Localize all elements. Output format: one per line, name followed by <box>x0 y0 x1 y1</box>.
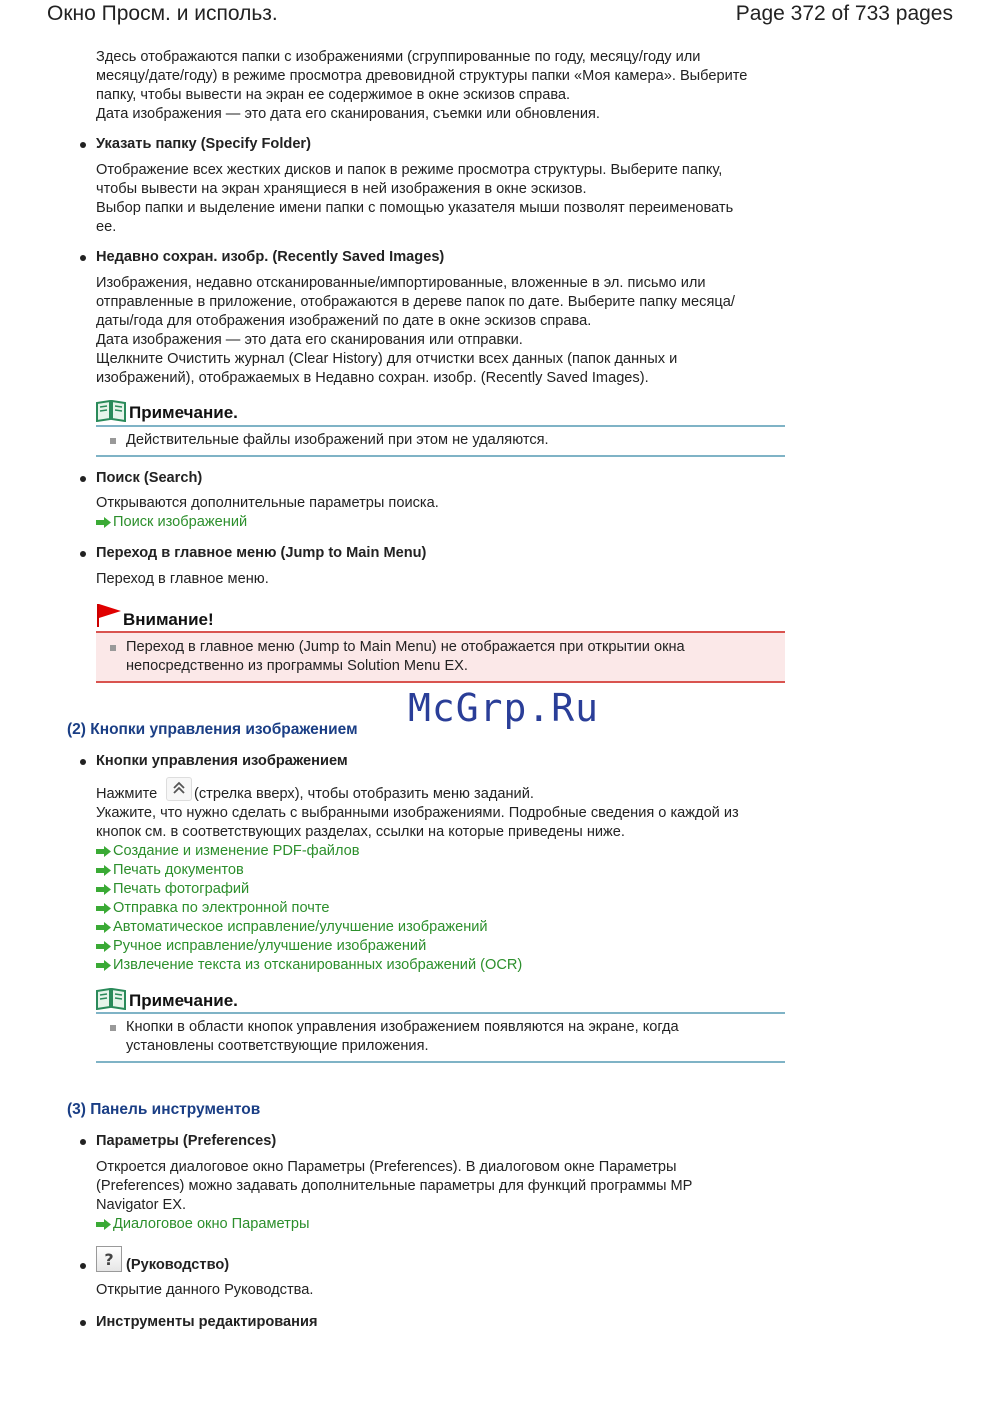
bullet-dot <box>80 1320 86 1326</box>
intro-line: месяцу/дате/году) в режиме просмотра древовидной структуры папки «Моя камера». Выберите <box>96 68 748 84</box>
square-bullet <box>110 645 116 651</box>
warning-text <box>126 638 685 676</box>
specify-folder-paragraph <box>96 161 733 237</box>
paragraph-line: даты/года для отображения изображений по дате в окне эскизов справа. <box>96 313 592 329</box>
press-text-before: Нажмите <box>96 786 158 802</box>
watermark: McGrp.Ru <box>408 686 600 730</box>
arrow-right-icon <box>96 865 111 876</box>
arrow-right-icon <box>96 960 111 971</box>
recent-images-title: Недавно сохран. изобр. (Recently Saved Images) <box>96 249 445 265</box>
ocr-link[interactable]: Извлечение текста из отсканированных изображений (OCR) <box>113 957 523 973</box>
help-button <box>96 1246 122 1272</box>
manual-correct-link[interactable]: Ручное исправление/улучшение изображений <box>113 938 427 954</box>
paragraph-line: чтобы вывести на экран хранящиеся в ней изображения в окне эскизов. <box>96 181 587 197</box>
intro-line: Дата изображения — это дата его сканирования, съемки или обновления. <box>96 106 600 122</box>
paragraph-line: Изображения, недавно отсканированные/импортированные, вложенные в эл. письмо или <box>96 275 706 291</box>
warning-title: Внимание! <box>123 610 214 629</box>
note-divider <box>96 455 785 457</box>
question-mark-icon <box>97 1247 121 1271</box>
note-title: Примечание. <box>129 403 238 422</box>
paragraph-line: изображений), отображаемых в Недавно сохран. изобр. (Recently Saved Images). <box>96 370 649 386</box>
email-link[interactable]: Отправка по электронной почте <box>113 900 330 916</box>
note-text <box>126 1018 679 1056</box>
paragraph-line: Отображение всех жестких дисков и папок в режиме просмотра структуры. Выберите папку, <box>96 162 723 178</box>
warning-line: Переход в главное меню (Jump to Main Menu) не отображается при открытии окна <box>126 639 685 655</box>
square-bullet <box>110 438 116 444</box>
search-text: Открываются дополнительные параметры поиска. <box>96 495 439 511</box>
bullet-dot <box>80 551 86 557</box>
book-icon <box>96 988 126 1010</box>
book-icon <box>96 400 126 422</box>
note-box <box>96 398 785 460</box>
pdf-link[interactable]: Создание и изменение PDF-файлов <box>113 843 360 859</box>
bullet-dot <box>80 476 86 482</box>
paragraph-line: (Preferences) можно задавать дополнительные параметры для функций программы MP <box>96 1178 693 1194</box>
jump-text: Переход в главное меню. <box>96 571 269 587</box>
arrow-up-button <box>166 777 192 801</box>
bullet-dot <box>80 142 86 148</box>
note-title: Примечание. <box>129 991 238 1010</box>
paragraph-line: Откроется диалоговое окно Параметры (Preferences). В диалоговом окне Параметры <box>96 1159 677 1175</box>
guide-text: Открытие данного Руководства. <box>96 1282 314 1298</box>
preferences-dialog-link[interactable]: Диалоговое окно Параметры <box>113 1216 310 1232</box>
arrow-right-icon <box>96 922 111 933</box>
double-chevron-up-icon <box>167 778 191 800</box>
search-images-link[interactable]: Поиск изображений <box>113 514 248 530</box>
bullet-dot <box>80 759 86 765</box>
red-flag-icon <box>96 603 122 627</box>
arrow-right-icon <box>96 941 111 952</box>
note-divider <box>96 425 785 427</box>
document-title: Окно Просм. и использ. <box>47 2 278 25</box>
preferences-paragraph <box>96 1158 692 1215</box>
intro-line: Здесь отображаются папки с изображениями (сгруппированные по году, месяцу/году или <box>96 49 701 65</box>
print-documents-link[interactable]: Печать документов <box>113 862 244 878</box>
specify-folder-title: Указать папку (Specify Folder) <box>96 136 311 152</box>
arrow-right-icon <box>96 517 111 528</box>
recent-images-paragraph <box>96 274 735 388</box>
edit-tools-title: Инструменты редактирования <box>96 1314 318 1330</box>
note-line: установлены соответствующие приложения. <box>126 1038 429 1054</box>
page-indicator: Page 372 of 733 pages <box>735 2 953 25</box>
bullet-dot <box>80 1139 86 1145</box>
paragraph-line: ее. <box>96 219 117 235</box>
preferences-title: Параметры (Preferences) <box>96 1133 277 1149</box>
guide-title: (Руководство) <box>126 1257 230 1273</box>
intro-paragraph <box>96 48 747 124</box>
print-photos-link[interactable]: Печать фотографий <box>113 881 250 897</box>
arrow-right-icon <box>96 846 111 857</box>
bullet-dot <box>80 1263 86 1269</box>
section-heading: (2) Кнопки управления изображением <box>67 721 358 738</box>
auto-correct-link[interactable]: Автоматическое исправление/улучшение изображений <box>113 919 488 935</box>
note-text: Действительные файлы изображений при этом не удаляются. <box>126 432 549 448</box>
square-bullet <box>110 1025 116 1031</box>
intro-line: папку, чтобы вывести на экран ее содержимое в окне эскизов справа. <box>96 87 571 103</box>
image-buttons-title: Кнопки управления изображением <box>96 753 348 769</box>
warning-line: непосредственно из программы Solution Menu EX. <box>126 658 468 674</box>
note-line: Кнопки в области кнопок управления изображением появляются на экране, когда <box>126 1019 679 1035</box>
paragraph-line: Дата изображения — это дата его сканирования или отправки. <box>96 332 523 348</box>
search-title: Поиск (Search) <box>96 470 203 486</box>
arrow-right-icon <box>96 884 111 895</box>
paragraph-line: отправленные в приложение, отображаются в дереве папок по дате. Выберите папку месяца/ <box>96 294 735 310</box>
paragraph-line: Укажите, что нужно сделать с выбранными изображениями. Подробные сведения о каждой из <box>96 805 739 821</box>
image-buttons-paragraph <box>96 804 739 842</box>
note-box <box>96 986 785 1066</box>
arrow-right-icon <box>96 903 111 914</box>
bullet-dot <box>80 255 86 261</box>
section-heading: (3) Панель инструментов <box>67 1101 261 1118</box>
note-divider <box>96 1061 785 1063</box>
paragraph-line: кнопок см. в соответствующих разделах, ссылки на которые приведены ниже. <box>96 824 625 840</box>
paragraph-line: Щелкните Очистить журнал (Clear History) для отчистки всех данных (папок данных и <box>96 351 678 367</box>
svg-text:?: ? <box>104 1250 114 1269</box>
arrow-right-icon <box>96 1219 111 1230</box>
jump-title: Переход в главное меню (Jump to Main Menu) <box>96 545 427 561</box>
press-text-after: (стрелка вверх), чтобы отобразить меню заданий. <box>194 786 534 802</box>
warning-divider <box>96 631 785 633</box>
note-divider <box>96 1012 785 1014</box>
paragraph-line: Navigator EX. <box>96 1197 187 1213</box>
warning-divider <box>96 681 785 683</box>
paragraph-line: Выбор папки и выделение имени папки с помощью указателя мыши позволят переименовать <box>96 200 734 216</box>
